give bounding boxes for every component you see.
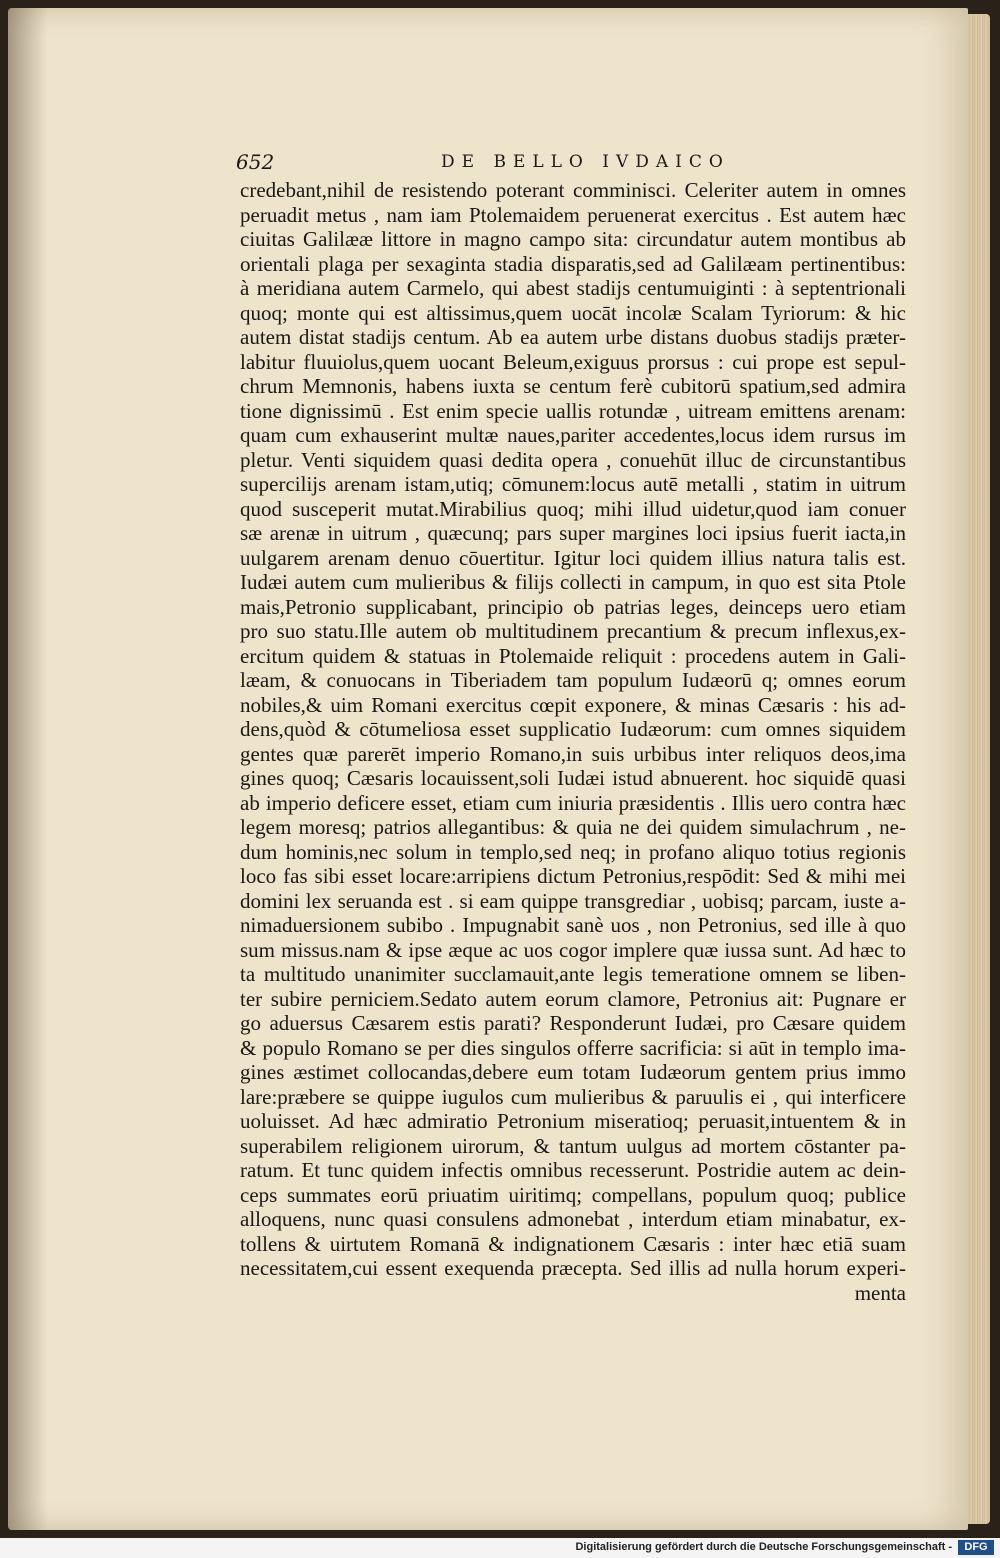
dfg-logo: DFG <box>958 1540 994 1555</box>
text-line: alloquens, nunc quasi consulens admonebat , interdum etiam minabatur, ex- <box>240 1207 906 1231</box>
text-line: pro suo statu.Ille autem ob multitudinem precantium & precum inflexus,ex- <box>240 619 906 643</box>
text-line: orientali plaga per sexaginta stadia disparatis,sed ad Galilæam pertinentibus: <box>240 251 906 276</box>
text-line: dens,quòd & cōtumeliosa esset supplicatio Iudæorum: cum omnes siquidem <box>240 717 906 741</box>
page-number: 652 <box>236 150 275 174</box>
text-line: nobiles,& uim Romani exercitus cœpit exponere, & minas Cæsaris : his ad- <box>240 692 906 717</box>
text-line: labitur fluuiolus,quem uocant Beleum,exiguus prorsus : cui prope est sepul- <box>240 349 906 374</box>
text-line: chrum Memnonis, habens iuxta se centum ferè cubitorū spatium,sed admira <box>240 374 906 398</box>
text-line: ercitum quidem & statuas in Ptolemaide reliquit : procedens autem in Gali- <box>240 643 906 668</box>
text-line: peruadit metus , nam iam Ptolemaidem peruenerat exercitus . Est autem hæc <box>240 202 906 227</box>
running-title: DE BELLO IVDAICO <box>441 152 730 172</box>
text-line: tollens & uirtutem Romanā & indignationem Cæsaris : inter hæc etiā suam <box>240 1231 906 1256</box>
text-line: uulgarem arenam denuo cōuertitur. Igitur loci quidem illius natura talis est. <box>240 545 906 570</box>
text-line: quod susceperit mutat.Mirabilius quoq; mihi illud uidetur,quod iam conuer <box>240 496 906 521</box>
text-line: ab imperio deficere esset, etiam cum iniuria præsidentis . Illis uero contra hæc <box>240 790 906 815</box>
text-line: ter subire perniciem.Sedato autem eorum clamore, Petronius ait: Pugnare er <box>240 986 906 1011</box>
text-line: necessitatem,cui essent exequenda præcepta. Sed illis ad nulla horum experi- <box>240 1256 906 1280</box>
running-head <box>236 150 912 180</box>
catchword: menta <box>854 1280 906 1305</box>
text-line: gines quoq; Cæsaris locauissent,soli Iudæi istud abnuerent. hoc siquidē quasi <box>240 766 906 790</box>
text-line: læam, & conuocans in Tiberiadem tam populum Iudæorū q; omnes eorum <box>240 668 906 692</box>
text-line: & populo Romano se per dies singulos offerre sacrificia: si aūt in templo ima- <box>240 1035 906 1060</box>
text-line: dum hominis,nec solum in templo,sed neq; in profano aliquo totius regionis <box>240 839 906 864</box>
text-line: supercilijs arenam istam,utiq; cōmunem:locus autē metalli , statim in uitrum <box>240 472 906 496</box>
text-line: à meridiana autem Carmelo, qui abest stadijs centumuiginti : à septentrionali <box>240 276 906 300</box>
text-line: credebant,nihil de resistendo poterant comminisci. Celeriter autem in omnes <box>240 178 906 202</box>
text-block <box>240 178 906 1305</box>
text-line: gentes quæ parerēt imperio Romano,in suis urbibus inter reliquos deos,ima <box>240 741 906 766</box>
text-line: superabilem religionem uirorum, & tantum uulgus ad mortem cōstanter pa- <box>240 1133 906 1158</box>
text-line: quam cum exhauserint multæ naues,pariter accedentes,locus idem rursus im <box>240 423 906 447</box>
footer-bar <box>0 1538 1000 1558</box>
spine-shadow <box>8 8 48 1530</box>
text-line: ta multitudo unanimiter succlamauit,ante legis temeratione omnem se liben- <box>240 962 906 986</box>
text-line: loco fas sibi esset locare:arripiens dictum Petronius,respōdit: Sed & mihi mei <box>240 864 906 888</box>
text-line: tione dignissimū . Est enim specie uallis rotundæ , uitream emittens arenam: <box>240 398 906 423</box>
text-line: lare:præbere se quippe iugulos cum mulieribus & paruulis ei , qui interficere <box>240 1084 906 1109</box>
text-line: domini lex seruanda est . si eam quippe transgrediar , uobisq; parcam, iuste a- <box>240 888 906 913</box>
text-line: nimaduersionem subibo . Impugnabit sanè uos , non Petronius, sed ille à quo <box>240 913 906 937</box>
text-line: ceps summates eorū priuatim uiritimq; compellans, populum quoq; publice <box>240 1182 906 1207</box>
text-line: go aduersus Cæsarem estis parati? Responderunt Iudæi, pro Cæsare quidem <box>240 1011 906 1035</box>
text-line: sum missus.nam & ipse æque ac uos cogor implere quæ iussa sunt. Ad hæc to <box>240 937 906 962</box>
text-line: uoluisset. Ad hæc admiratio Petronium miseratioq; peruasit,intuentem & in <box>240 1109 906 1133</box>
text-line: autem distat stadijs centum. Ab ea autem urbe distans duobus stadijs præter- <box>240 325 906 349</box>
text-line: ratum. Et tunc quidem infectis omnibus recesserunt. Postridie autem ac dein- <box>240 1158 906 1182</box>
text-line: pletur. Venti siquidem quasi dedita opera , conuehūt illuc de circunstantibus <box>240 447 906 472</box>
text-line: legem moresq; patrios allegantibus: & quia ne dei quidem simulachrum , ne- <box>240 815 906 839</box>
text-line: mais,Petronio supplicabant, principio ob patrias leges, deinceps uero etiam <box>240 594 906 619</box>
text-line: gines æstimet collocandas,debere eum totam Iudæorum gentem prius immo <box>240 1060 906 1084</box>
page-fore-edge <box>968 14 990 1524</box>
text-line: Iudæi autem cum mulieribus & filijs collecti in campum, in quo est sita Ptole <box>240 570 906 594</box>
text-line: sæ arenæ in uitrum , quæcunq; pars super margines loci ipsius fuerit iacta,in <box>240 521 906 545</box>
text-line: ciuitas Galilææ littore in magno campo sita: circundatur autem montibus ab <box>240 227 906 251</box>
footer-credit: Digitalisierung gefördert durch die Deutsche Forschungsgemeinschaft - <box>575 1541 952 1553</box>
text-line: quoq; monte qui est altissimus,quem uocāt incolæ Scalam Tyriorum: & hic <box>240 300 906 325</box>
